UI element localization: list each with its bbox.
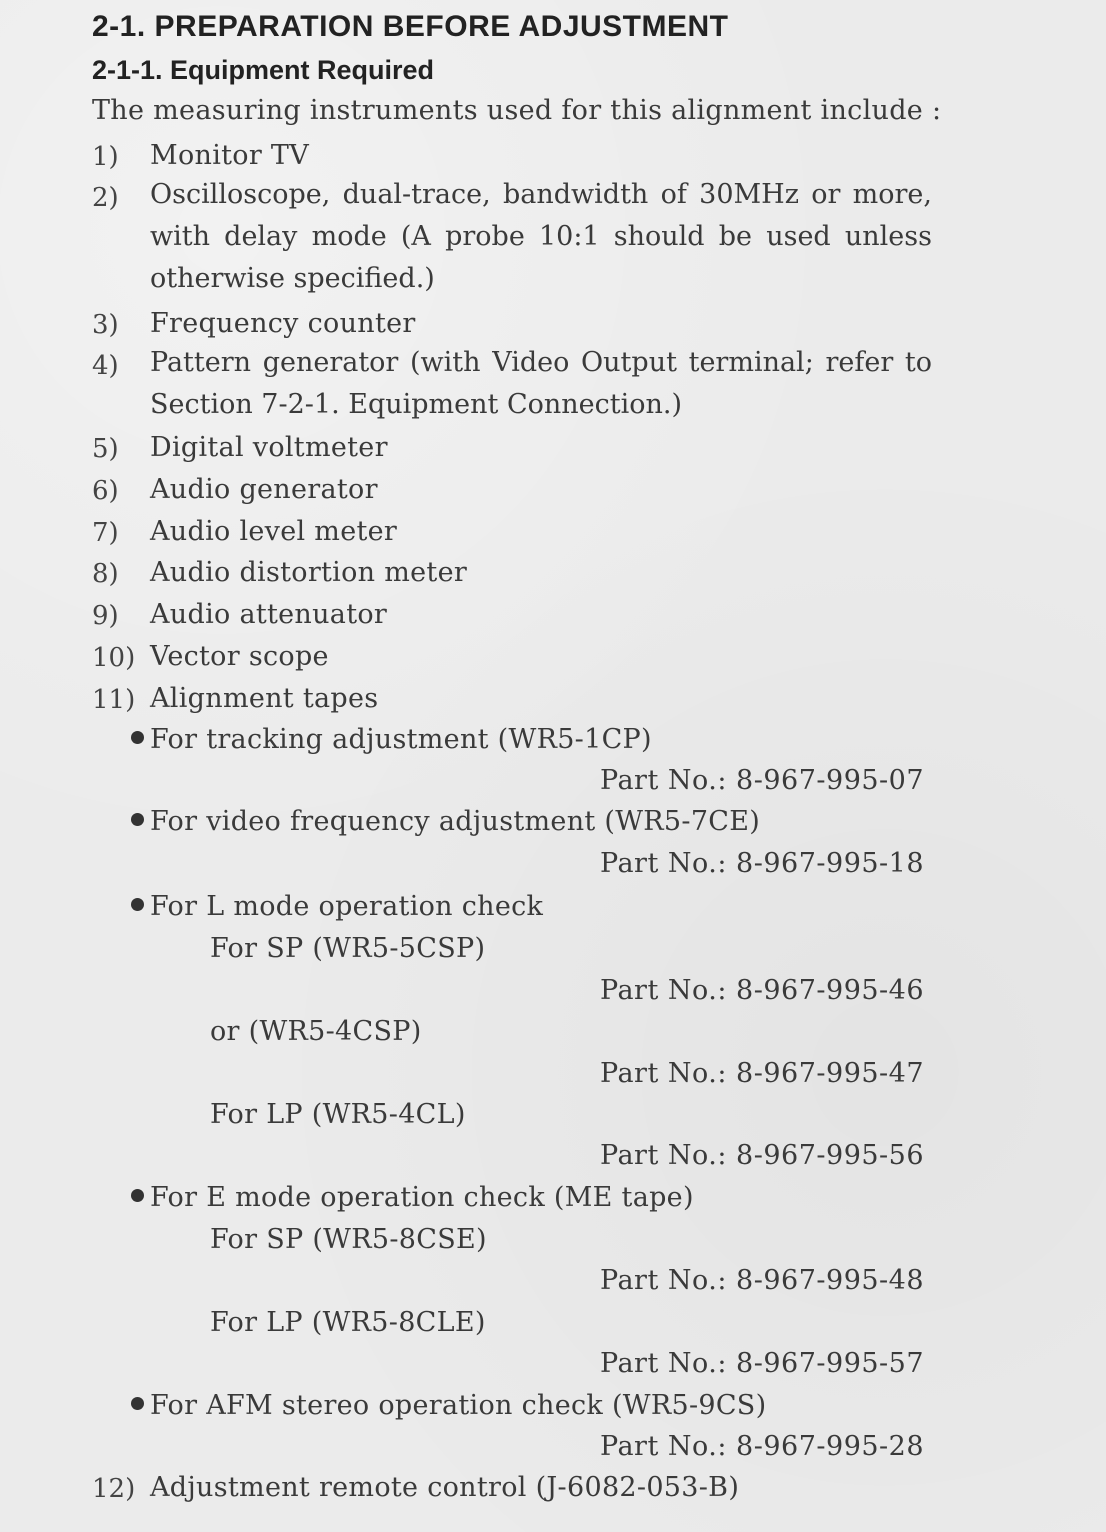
tape-sub-label: or (WR5-4CSP) — [210, 1016, 422, 1047]
part-number: Part No.: 8-967-995-46 — [600, 975, 925, 1006]
bullet-icon — [131, 1397, 144, 1410]
item-number: 12) — [92, 1474, 136, 1504]
tape-label-tracking: For tracking adjustment (WR5-1CP) — [150, 724, 652, 755]
item-number: 7) — [92, 518, 119, 548]
tape-sub-label: For SP (WR5-5CSP) — [210, 933, 486, 964]
tape-sub-label: For LP (WR5-8CLE) — [210, 1307, 486, 1338]
item-text: Vector scope — [150, 641, 329, 672]
item-text: Frequency counter — [150, 308, 416, 339]
part-number: Part No.: 8-967-995-57 — [600, 1348, 925, 1379]
item-text: Oscilloscope, dual-trace, bandwidth of 30MHz or more, with delay mode (A probe 10:1 should be used unless otherwise specified.) — [150, 179, 932, 294]
tape-sub-label: For SP (WR5-8CSE) — [210, 1224, 487, 1255]
item-number: 9) — [92, 601, 119, 631]
tape-label-video-frequency: For video frequency adjustment (WR5-7CE) — [150, 806, 761, 837]
item-number: 2) — [92, 183, 119, 213]
item-number: 3) — [92, 310, 119, 340]
tape-label-e-mode: For E mode operation check (ME tape) — [150, 1182, 694, 1213]
subsection-heading: 2-1-1. Equipment Required — [92, 55, 435, 85]
item-text: Pattern generator (with Video Output terminal; refer to Section 7-2-1. Equipment Connection.) — [150, 347, 932, 420]
item-text: Audio distortion meter — [150, 557, 468, 588]
bullet-icon — [131, 1189, 144, 1202]
item-number: 4) — [92, 351, 119, 381]
item-number: 8) — [92, 559, 119, 589]
bullet-icon — [131, 813, 144, 826]
item-text: Audio generator — [150, 474, 378, 505]
item-number: 1) — [92, 142, 119, 172]
item-number: 10) — [92, 643, 136, 673]
item-text: Audio level meter — [150, 516, 398, 547]
item-text: Adjustment remote control (J-6082-053-B) — [150, 1472, 740, 1503]
item-number: 6) — [92, 476, 119, 506]
item-text: Monitor TV — [150, 140, 310, 171]
tape-sub-label: For LP (WR5-4CL) — [210, 1099, 466, 1130]
tape-label-l-mode: For L mode operation check — [150, 891, 544, 922]
part-number-video-frequency: Part No.: 8-967-995-18 — [600, 848, 925, 879]
item-text: Alignment tapes — [150, 683, 379, 714]
part-number-afm: Part No.: 8-967-995-28 — [600, 1431, 925, 1462]
part-number-tracking: Part No.: 8-967-995-07 — [600, 765, 925, 796]
part-number: Part No.: 8-967-995-48 — [600, 1265, 925, 1296]
bullet-icon — [131, 731, 144, 744]
item-number: 5) — [92, 434, 119, 464]
item-number: 11) — [92, 685, 136, 715]
part-number: Part No.: 8-967-995-56 — [600, 1140, 925, 1171]
item-text: Audio attenuator — [150, 599, 388, 630]
part-number: Part No.: 8-967-995-47 — [600, 1058, 925, 1089]
bullet-icon — [131, 898, 144, 911]
intro-text: The measuring instruments used for this alignment include : — [92, 95, 942, 126]
section-heading: 2-1. PREPARATION BEFORE ADJUSTMENT — [92, 10, 729, 43]
item-text: Digital voltmeter — [150, 432, 388, 463]
tape-label-afm: For AFM stereo operation check (WR5-9CS) — [150, 1390, 767, 1421]
